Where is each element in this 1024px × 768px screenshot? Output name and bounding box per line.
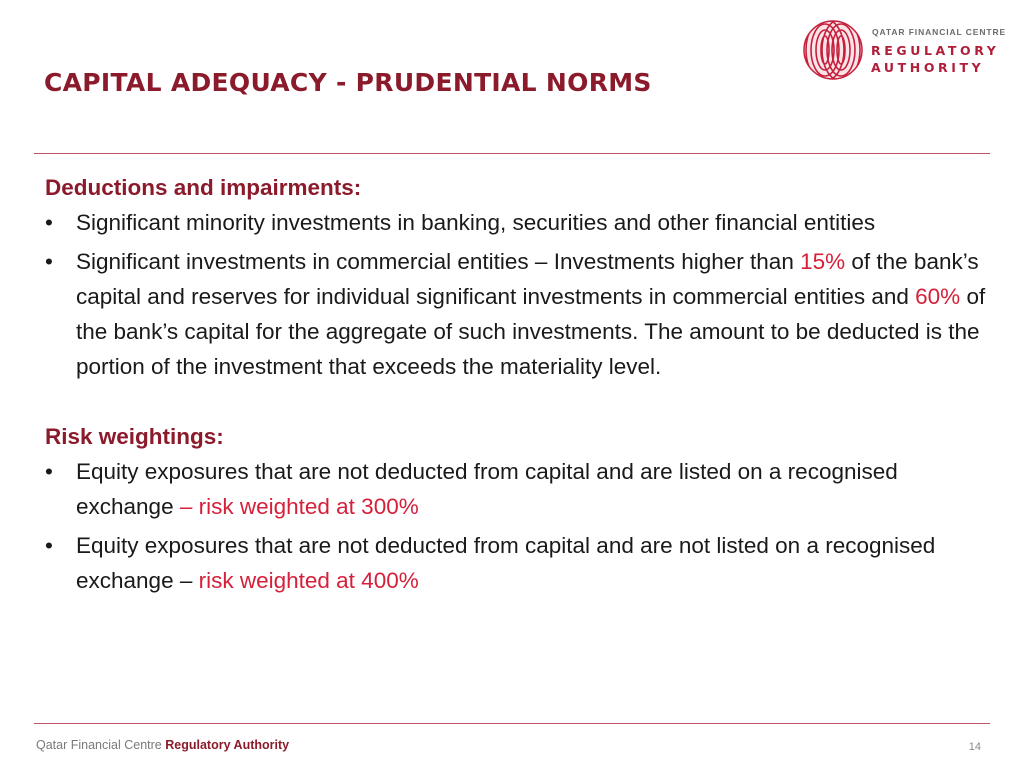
logo-text-regulatory: REGULATORY bbox=[871, 43, 1000, 58]
section-heading-deductions: Deductions and impairments: bbox=[45, 175, 362, 200]
logo-text-small: QATAR FINANCIAL CENTRE bbox=[872, 27, 1007, 37]
highlight-15-percent: 15% bbox=[800, 249, 846, 274]
section-heading-risk-weightings: Risk weightings: bbox=[45, 424, 224, 449]
header-divider bbox=[34, 153, 990, 154]
bullet-text: Equity exposures that are not deducted from capital and are listed on a recognised exchange bbox=[76, 459, 898, 519]
highlight-risk-300: – risk weighted at 300% bbox=[179, 494, 419, 519]
bullet-text: Significant minority investments in banking, securities and other financial entities bbox=[76, 210, 876, 235]
page-title: CAPITAL ADEQUACY - PRUDENTIAL NORMS bbox=[44, 68, 652, 97]
bullet-text: Significant investments in commercial entities – Investments higher than bbox=[76, 249, 801, 274]
bullet-icon: • bbox=[45, 459, 53, 484]
slide-body bbox=[45, 170, 990, 602]
qfcra-logo bbox=[803, 20, 1007, 80]
page-number: 14 bbox=[968, 741, 981, 753]
footer-org-regular: Qatar Financial Centre bbox=[36, 738, 162, 752]
bullet-minority-investments bbox=[45, 205, 990, 240]
highlight-60-percent: 60% bbox=[915, 284, 961, 309]
bullet-icon: • bbox=[45, 533, 53, 558]
bullet-text: of the bank’s capital for the aggregate of such investments. The amount to be deducted is the portion of the investment that exceeds the materiality level. bbox=[76, 284, 986, 379]
bullet-commercial-investments bbox=[45, 244, 990, 384]
bullet-text: Equity exposures that are not deducted from capital and are not listed on a recognised exchange – bbox=[76, 533, 936, 593]
bullet-listed-equity bbox=[45, 454, 990, 524]
logo-text-authority: AUTHORITY bbox=[871, 60, 985, 75]
bullet-unlisted-equity bbox=[45, 528, 990, 598]
qfcra-emblem-icon bbox=[803, 20, 863, 80]
footer-divider bbox=[34, 723, 990, 724]
footer-organization bbox=[36, 738, 289, 752]
bullet-icon: • bbox=[45, 249, 53, 274]
highlight-risk-400: risk weighted at 400% bbox=[198, 568, 419, 593]
bullet-text: of the bank’s capital and reserves for individual significant investments in commercial entities and bbox=[76, 249, 979, 309]
footer-org-bold: Regulatory Authority bbox=[165, 738, 290, 752]
bullet-icon: • bbox=[45, 210, 53, 235]
